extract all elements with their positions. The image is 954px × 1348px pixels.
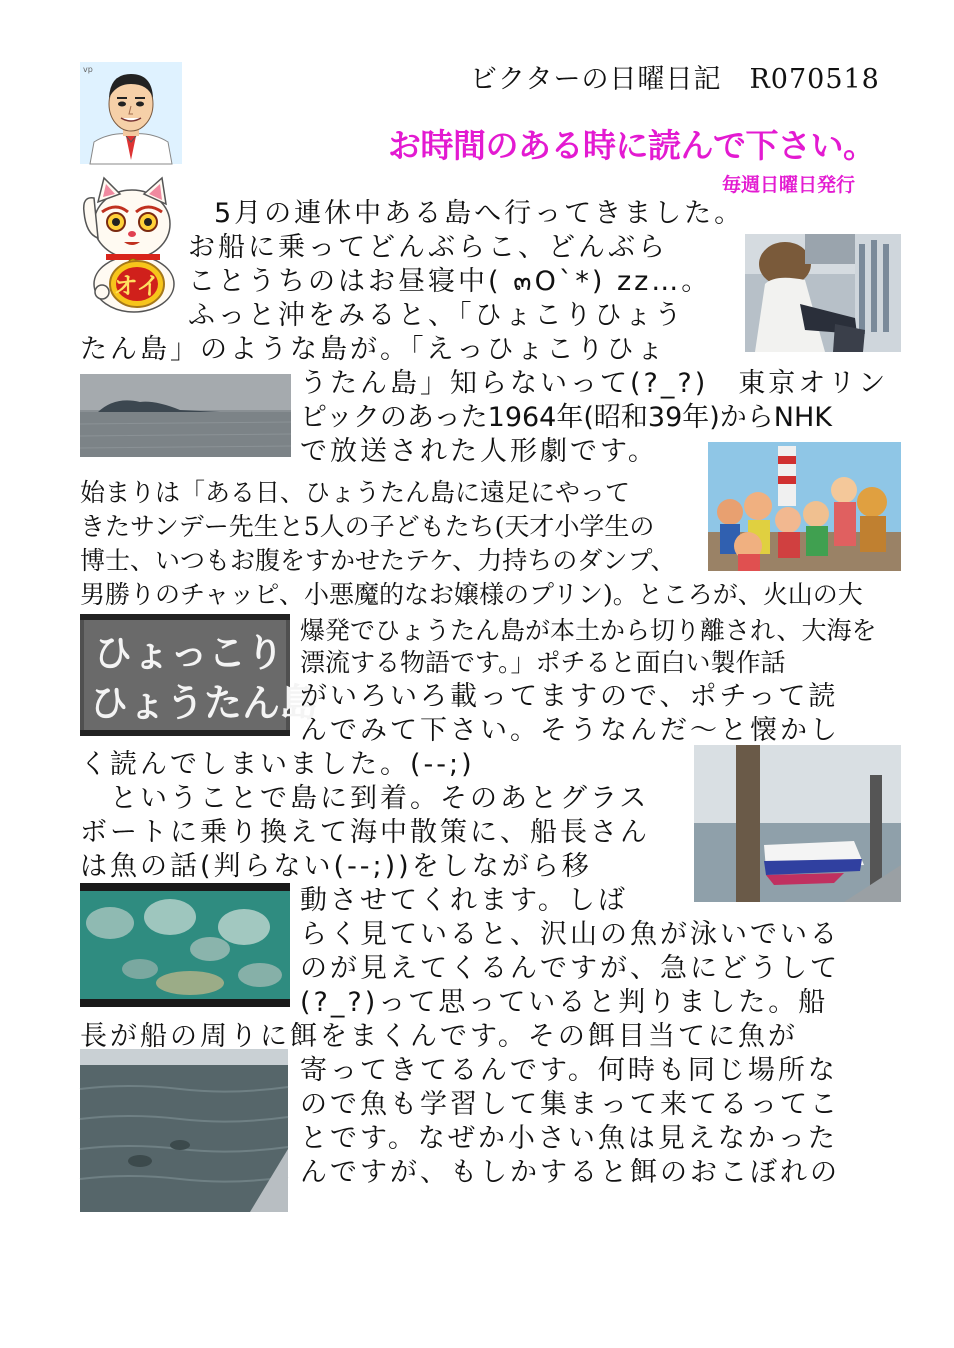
svg-text:vp: vp [83, 65, 93, 74]
article-line: ふっと沖をみると、「ひょこりひょう [188, 300, 685, 331]
article-line: 5月の連休中ある島へ行ってきました。 [214, 198, 745, 229]
harbor-pier-photo [694, 745, 901, 902]
article-line: 漂流する物語です。」ポチると面白い製作話 [300, 648, 786, 677]
article-line: 男勝りのチャッピ、小悪魔的なお嬢様のプリン)。ところが、火山の大 [80, 580, 863, 609]
page-title: ビクターの日曜日記 R070518 [470, 64, 880, 95]
title-card-line1: ひょっこり [94, 631, 285, 675]
article-line: お船に乗ってどんぶらこ、どんぶら [188, 232, 668, 263]
article-line: ということで島に到着。そのあとグラス [80, 783, 650, 814]
article-line: 博士、いつもお腹をすかせたテケ、力持ちのダンプ、 [80, 546, 676, 575]
article-line: 寄ってきてるんです。何時も同じ場所な [300, 1055, 838, 1086]
article-line: 動させてくれます。しば [300, 885, 628, 916]
article-line: らく見ていると、沢山の魚が泳いでいる [300, 919, 840, 950]
author-caricature-icon [80, 62, 182, 164]
article-line: たん島」のような島が。「えっひょこりひょ [80, 334, 667, 365]
article-line: 始まりは「ある日、ひょうたん島に遠足にやって [80, 478, 631, 507]
maneki-neko-icon [82, 172, 184, 314]
article-line: ので魚も学習して集まって来てるってこ [300, 1089, 840, 1120]
article-line: んでみて下さい。そうなんだ～と懐かし [300, 715, 840, 746]
article-line: がいろいろ載ってますので、ポチって読 [300, 681, 839, 712]
article-line: ことうちのはお昼寝中( ๓O`*) zz…。 [188, 266, 712, 297]
article-line: く読んでしまいました。(--;) [80, 749, 475, 780]
article-line: 爆発でひょうたん島が本土から切り離され、大海を [300, 616, 877, 645]
article-line: んですが、もしかすると餌のおこぼれの [300, 1157, 840, 1188]
mascot-coin-text: オイ [113, 272, 161, 300]
sea-feeding-photo [80, 1049, 288, 1212]
underwater-fish-photo [80, 883, 290, 1007]
article-line: ボートに乗り換えて海中散策に、船長さん [80, 817, 650, 848]
title-card-photo [80, 614, 319, 736]
island-sea-photo [80, 374, 291, 457]
subtitle: お時間のある時に読んで下さい。 [388, 126, 876, 165]
article-line: 長が船の周りに餌をまくんです。その餌目当てに魚が [80, 1021, 798, 1052]
boat-nap-photo [745, 234, 901, 352]
article-line: うたん島」知らないって(?_?) 東京オリン [300, 368, 889, 399]
article-line: とです。なぜか小さい魚は見えなかった [300, 1123, 838, 1154]
article-line: きたサンデー先生と5人の子どもたち(天才小学生の [80, 512, 655, 541]
title-card-line2: ひょうたん島 [90, 681, 319, 725]
article-line: ピックのあった1964年(昭和39年)からNHK [300, 402, 832, 433]
article-line: (?_?)って思っていると判りました。船 [300, 987, 829, 1018]
article-line: は魚の話(判らない(--;))をしながら移 [80, 851, 592, 882]
article-line: のが見えてくるんですが、急にどうして [300, 953, 840, 984]
publication-note: 毎週日曜日発行 [722, 174, 856, 196]
puppet-characters-photo [708, 442, 901, 571]
article-line: で放送された人形劇です。 [300, 436, 658, 467]
